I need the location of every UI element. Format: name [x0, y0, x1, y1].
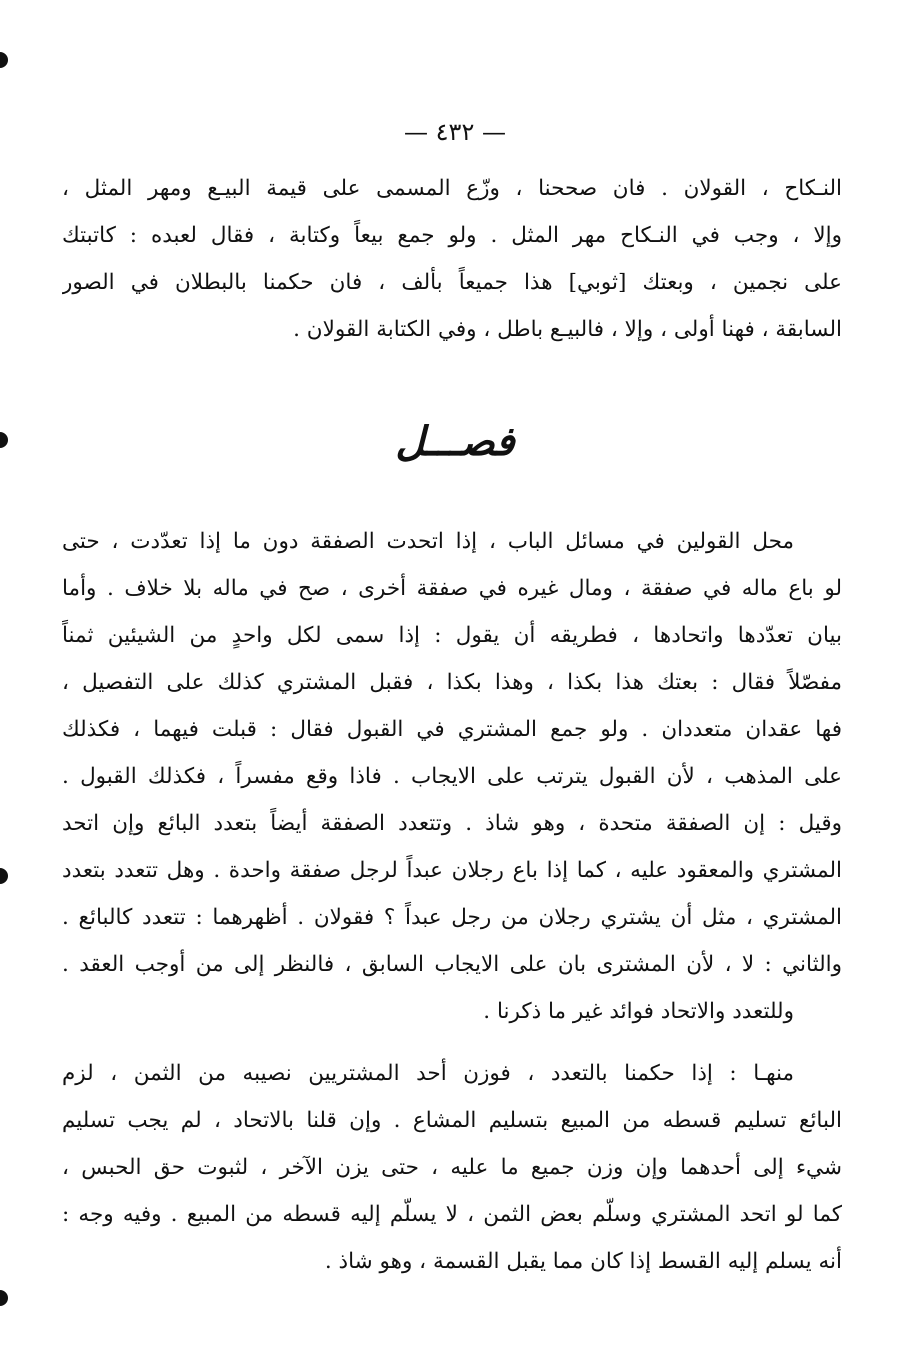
text-line: بيان تعدّدها واتحادها ، فطريقه أن يقول : إذا سمى لكل واحدٍ من الشيئين ثمناً — [62, 623, 842, 648]
text-line: شيء إلى أحدهما وإن وزن جميع ما عليه ، حتى يزن الآخر ، لثبوت حق الحبس ، — [62, 1155, 842, 1180]
section-heading: فصـــل — [395, 418, 515, 465]
text-line: المشتري ، مثل أن يشتري رجلان من رجل عبداً ؟ فقولان . أظهرهما : تتعدد كالبائع . — [62, 905, 842, 930]
paragraph-1 — [62, 165, 842, 353]
text-line: وللتعدد والاتحاد فوائد غير ما ذكرنا . — [483, 999, 794, 1024]
binding-mark — [0, 1290, 8, 1306]
text-line: البائع تسليم قسطه من المبيع بتسليم المشاع . وإن قلنا بالاتحاد ، لم يجب تسليم — [62, 1108, 842, 1133]
text-line: لو باع ماله في صفقة ، ومال غيره في صفقة أخرى ، صح في ماله بلا خلاف . وأما — [62, 576, 842, 601]
binding-mark — [0, 868, 8, 884]
binding-mark — [0, 52, 8, 68]
text-line: منهـا : إذا حكمنا بالتعدد ، فوزن أحد المشتريين نصيبه من الثمن ، لزم — [62, 1061, 794, 1086]
text-line: مفصّلاً فقال : بعتك هذا بكذا ، وهذا بكذا ، فقبل المشتري كذلك على التفصيل ، — [62, 670, 842, 695]
text-line: السابقة ، فهنا أولى ، وإلا ، فالبيـع باطل ، وفي الكتابة القولان . — [293, 317, 842, 342]
text-line: كما لو اتحد المشتري وسلّم بعض الثمن ، لا يسلّم إليه قسطه من المبيع . وفيه وجه : — [62, 1202, 842, 1227]
paragraph-3 — [62, 1050, 842, 1285]
text-line: على نجمين ، وبعتك [ثوبي] هذا جميعاً بألف ، فان حكمنا بالبطلان في الصور — [62, 270, 842, 295]
text-line: والثاني : لا ، لأن المشترى بان على الايجاب السابق ، فالنظر إلى من أوجب العقد . — [62, 952, 842, 977]
text-line: على المذهب ، لأن القبول يترتب على الايجاب . فاذا وقع مفسراً ، فكذلك القبول . — [62, 764, 842, 789]
paragraph-2 — [62, 518, 842, 1035]
text-line: وقيل : إن الصفقة متحدة ، وهو شاذ . وتتعدد الصفقة أيضاً بتعدد البائع وإن اتحد — [62, 811, 842, 836]
page-number: — ٤٣٢ — — [404, 118, 506, 146]
text-line: المشتري والمعقود عليه ، كما إذا باع رجلان عبداً لرجل صفقة واحدة . وهل تتعدد بتعدد — [62, 858, 842, 883]
text-line: النـكاح ، القولان . فان صححنا ، وزّع المسمى على قيمة البيـع ومهر المثل ، — [62, 176, 842, 201]
text-line: محل القولين في مسائل الباب ، إذا اتحدت الصفقة دون ما إذا تعدّدت ، حتى — [62, 529, 794, 554]
text-line: وإلا ، وجب في النـكاح مهر المثل . ولو جمع بيعاً وكتابة ، فقال لعبده : كاتبتك — [62, 223, 842, 248]
text-line: فها عقدان متعددان . ولو جمع المشتري في القبول فقال : قبلت فيهما ، فكذلك — [62, 717, 842, 742]
text-line: أنه يسلم إليه القسط إذا كان مما يقبل القسمة ، وهو شاذ . — [324, 1249, 842, 1274]
